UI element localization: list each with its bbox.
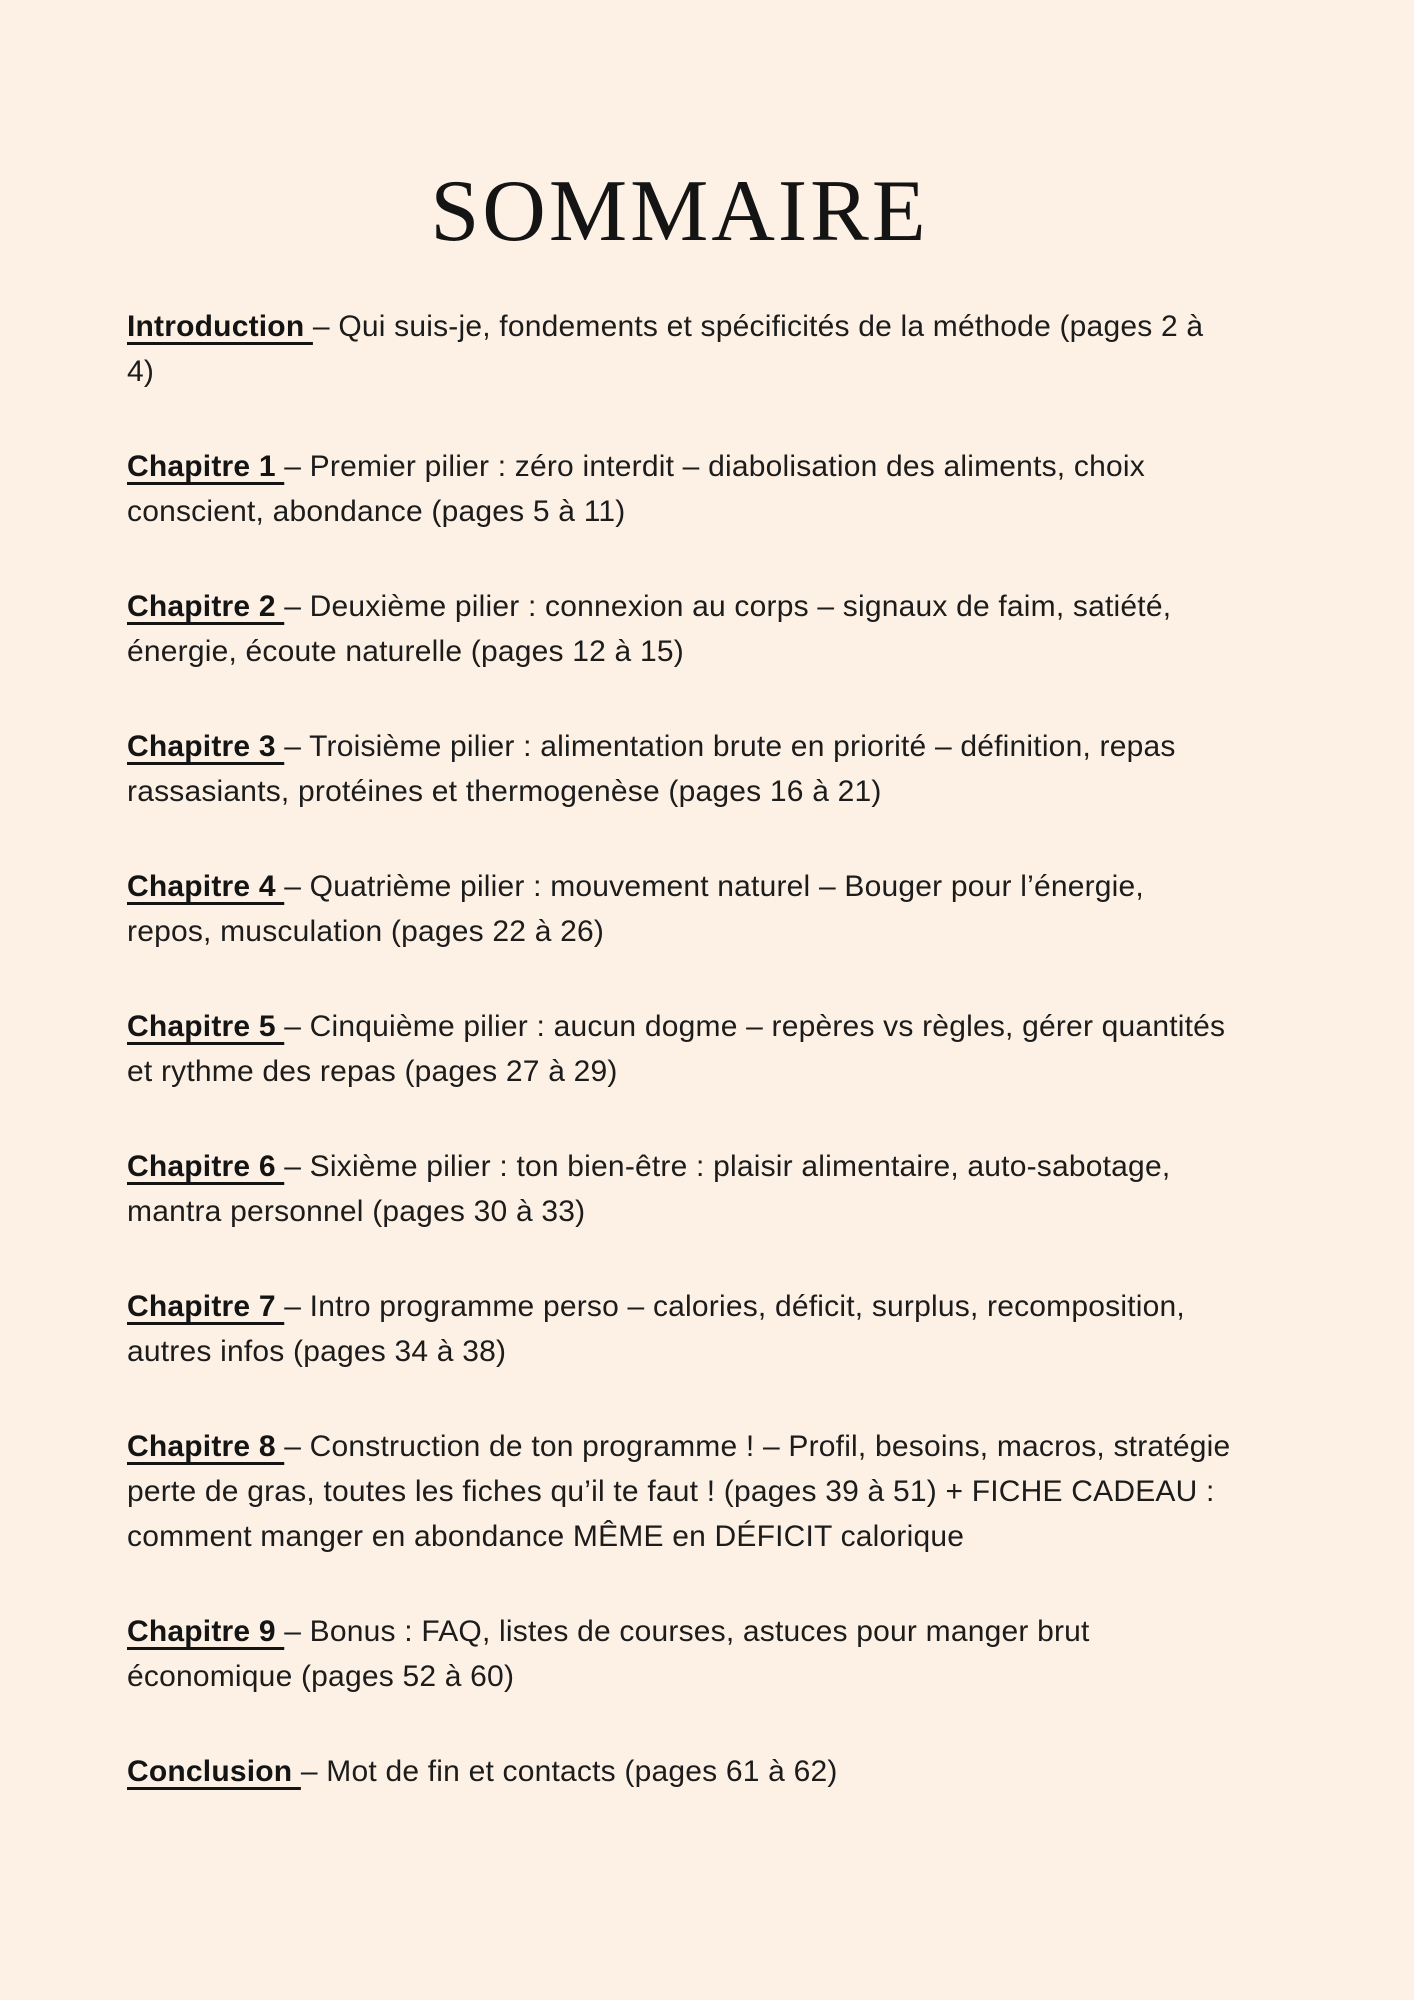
toc-entry xyxy=(127,304,1232,394)
toc-entry-label[interactable]: Conclusion xyxy=(127,1755,301,1788)
toc-entry-label[interactable]: Introduction xyxy=(127,310,313,343)
page-title: SOMMAIRE xyxy=(430,163,929,260)
table-of-contents xyxy=(127,304,1232,1794)
toc-entry xyxy=(127,1144,1232,1234)
toc-entry-label[interactable]: Chapitre 4 xyxy=(127,870,285,903)
toc-entry-label[interactable]: Chapitre 8 xyxy=(127,1430,285,1463)
toc-entry-label[interactable]: Chapitre 7 xyxy=(127,1290,285,1323)
toc-entry-text: – Qui suis-je, fondements et spécificités de la méthode (pages 2 à 4) xyxy=(127,310,1204,388)
toc-entry-label[interactable]: Chapitre 9 xyxy=(127,1615,285,1648)
toc-entry-label[interactable]: Chapitre 3 xyxy=(127,730,285,763)
toc-entry xyxy=(127,1004,1232,1094)
toc-entry xyxy=(127,584,1232,674)
toc-entry-text: – Mot de fin et contacts (pages 61 à 62) xyxy=(300,1755,838,1788)
toc-entry-text: – Deuxième pilier : connexion au corps – signaux de faim, satiété, énergie, écoute naturelle (pages 12 à 15) xyxy=(127,590,1172,668)
toc-entry-label[interactable]: Chapitre 1 xyxy=(127,450,285,483)
toc-entry xyxy=(127,724,1232,814)
toc-entry xyxy=(127,864,1232,954)
toc-entry-label[interactable]: Chapitre 6 xyxy=(127,1150,285,1183)
toc-entry-label[interactable]: Chapitre 5 xyxy=(127,1010,285,1043)
toc-entry-text: – Intro programme perso – calories, déficit, surplus, recomposition, autres infos (pages 34 à 38) xyxy=(127,1290,1185,1368)
toc-entry-text: – Quatrième pilier : mouvement naturel – Bouger pour l’énergie, repos, musculation (pages 22 à 26) xyxy=(127,870,1144,948)
toc-entry-text: – Troisième pilier : alimentation brute en priorité – définition, repas rassasiants, protéines et thermogenèse (pages 16 à 21) xyxy=(127,730,1176,808)
toc-entry-text: – Sixième pilier : ton bien-être : plaisir alimentaire, auto-sabotage, mantra personnel (pages 30 à 33) xyxy=(127,1150,1171,1228)
toc-entry xyxy=(127,1284,1232,1374)
toc-entry xyxy=(127,1749,1232,1794)
toc-entry-text: – Bonus : FAQ, listes de courses, astuces pour manger brut économique (pages 52 à 60) xyxy=(127,1615,1090,1693)
toc-entry xyxy=(127,444,1232,534)
toc-entry-text: – Cinquième pilier : aucun dogme – repères vs règles, gérer quantités et rythme des repas (pages 27 à 29) xyxy=(127,1010,1226,1088)
toc-entry xyxy=(127,1609,1232,1699)
toc-entry-text: – Premier pilier : zéro interdit – diabolisation des aliments, choix conscient, abondance (pages 5 à 11) xyxy=(127,450,1145,528)
toc-entry xyxy=(127,1424,1232,1559)
toc-entry-label[interactable]: Chapitre 2 xyxy=(127,590,285,623)
toc-entry-text: – Construction de ton programme ! – Profil, besoins, macros, stratégie perte de gras, toutes les fiches qu’il te faut ! (pages 39 à 51) + FICHE CADEAU : comment manger en abondance MÊME en DÉFICIT calorique xyxy=(127,1430,1231,1553)
